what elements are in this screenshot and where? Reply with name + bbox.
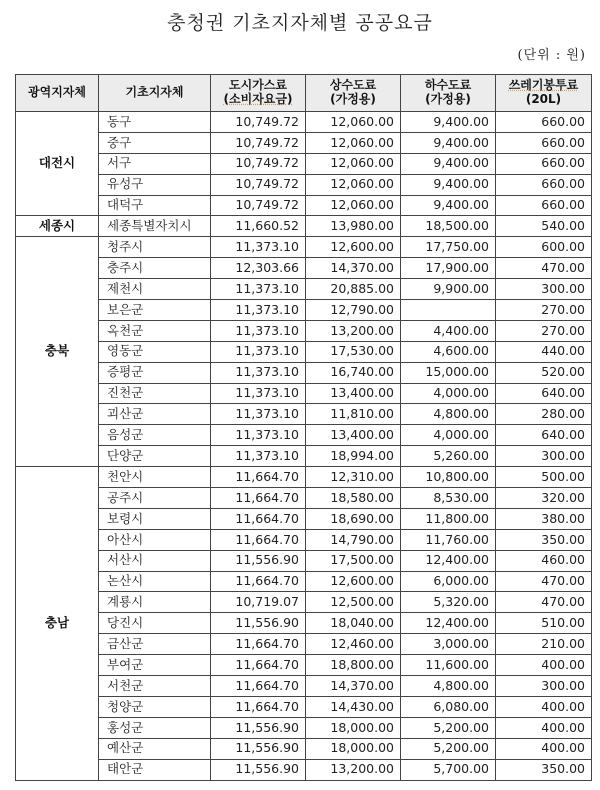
gas-fee-cell: 11,373.10 (211, 362, 306, 383)
table-row (16, 571, 592, 592)
sewage-fee-cell: 9,400.00 (401, 112, 496, 133)
municipality-cell: 계룡시 (99, 592, 211, 613)
sewage-fee-cell: 11,760.00 (401, 529, 496, 550)
table-row (16, 467, 592, 488)
sewage-fee-cell: 4,000.00 (401, 425, 496, 446)
gas-fee-cell: 11,556.90 (211, 613, 306, 634)
gas-fee-cell: 11,556.90 (211, 717, 306, 738)
gas-fee-cell: 11,664.70 (211, 696, 306, 717)
table-row (16, 362, 592, 383)
water-fee-cell: 12,060.00 (306, 112, 401, 133)
gas-fee-cell: 11,373.10 (211, 446, 306, 467)
trash-bag-fee-cell: 640.00 (496, 383, 592, 404)
region-cell: 충남 (16, 467, 99, 780)
trash-bag-fee-cell: 540.00 (496, 216, 592, 237)
table-row (16, 300, 592, 321)
trash-bag-fee-cell: 520.00 (496, 362, 592, 383)
table-row (16, 613, 592, 634)
municipality-cell: 아산시 (99, 529, 211, 550)
table-row (16, 279, 592, 300)
table-row (16, 738, 592, 759)
sewage-fee-cell: 17,900.00 (401, 258, 496, 279)
table-row (16, 320, 592, 341)
gas-fee-cell: 12,303.66 (211, 258, 306, 279)
table-row (16, 655, 592, 676)
water-fee-cell: 12,060.00 (306, 174, 401, 195)
gas-fee-cell: 11,556.90 (211, 550, 306, 571)
water-fee-cell: 18,000.00 (306, 738, 401, 759)
table-row (16, 153, 592, 174)
municipality-cell: 금산군 (99, 634, 211, 655)
sewage-fee-cell: 9,400.00 (401, 153, 496, 174)
water-fee-cell: 17,500.00 (306, 550, 401, 571)
trash-bag-fee-cell: 460.00 (496, 550, 592, 571)
sewage-fee-cell: 4,600.00 (401, 341, 496, 362)
document-title: 충청권 기초지자체별 공공요금 (167, 12, 433, 34)
municipality-cell: 예산군 (99, 738, 211, 759)
gas-fee-cell: 11,664.70 (211, 676, 306, 697)
trash-bag-fee-cell: 640.00 (496, 425, 592, 446)
unit-note: (단위 : 원) (517, 48, 586, 63)
water-fee-cell: 12,460.00 (306, 634, 401, 655)
gas-fee-cell: 10,719.07 (211, 592, 306, 613)
table-row (16, 508, 592, 529)
trash-bag-fee-cell: 320.00 (496, 488, 592, 509)
water-fee-cell: 14,370.00 (306, 676, 401, 697)
table-row (16, 446, 592, 467)
table-row (16, 425, 592, 446)
table-row (16, 237, 592, 258)
gas-fee-cell: 11,660.52 (211, 216, 306, 237)
municipality-cell: 보은군 (99, 300, 211, 321)
sewage-fee-cell: 18,500.00 (401, 216, 496, 237)
water-fee-cell: 13,200.00 (306, 759, 401, 780)
water-fee-cell: 12,060.00 (306, 153, 401, 174)
municipality-cell: 유성구 (99, 174, 211, 195)
trash-bag-fee-cell: 500.00 (496, 467, 592, 488)
water-fee-cell: 12,310.00 (306, 467, 401, 488)
table-row (16, 216, 592, 237)
sewage-fee-cell: 6,080.00 (401, 696, 496, 717)
gas-fee-cell: 11,664.70 (211, 571, 306, 592)
water-fee-cell: 14,790.00 (306, 529, 401, 550)
municipality-cell: 공주시 (99, 488, 211, 509)
gas-fee-cell: 11,373.10 (211, 237, 306, 258)
header-gas: 도시가스료 (소비자요금) (211, 75, 306, 112)
region-cell: 세종시 (16, 216, 99, 237)
water-fee-cell: 18,000.00 (306, 717, 401, 738)
trash-bag-fee-cell: 660.00 (496, 112, 592, 133)
gas-fee-cell: 11,664.70 (211, 634, 306, 655)
water-fee-cell: 12,500.00 (306, 592, 401, 613)
sewage-fee-cell: 17,750.00 (401, 237, 496, 258)
trash-bag-fee-cell: 210.00 (496, 634, 592, 655)
gas-fee-cell: 10,749.72 (211, 195, 306, 216)
gas-fee-cell: 10,749.72 (211, 153, 306, 174)
water-fee-cell: 18,994.00 (306, 446, 401, 467)
municipality-cell: 제천시 (99, 279, 211, 300)
table-row (16, 404, 592, 425)
gas-fee-cell: 11,664.70 (211, 529, 306, 550)
water-fee-cell: 12,600.00 (306, 571, 401, 592)
municipality-cell: 서구 (99, 153, 211, 174)
municipality-cell: 대덕구 (99, 195, 211, 216)
gas-fee-cell: 11,373.10 (211, 341, 306, 362)
water-fee-cell: 18,690.00 (306, 508, 401, 529)
trash-bag-fee-cell: 440.00 (496, 341, 592, 362)
water-fee-cell: 18,580.00 (306, 488, 401, 509)
table-row (16, 676, 592, 697)
municipality-cell: 청주시 (99, 237, 211, 258)
municipality-cell: 보령시 (99, 508, 211, 529)
municipality-cell: 충주시 (99, 258, 211, 279)
header-sewage: 하수도료 (가정용) (401, 75, 496, 112)
gas-fee-cell: 11,556.90 (211, 738, 306, 759)
municipality-cell: 동구 (99, 112, 211, 133)
sewage-fee-cell: 8,530.00 (401, 488, 496, 509)
trash-bag-fee-cell: 300.00 (496, 446, 592, 467)
water-fee-cell: 12,060.00 (306, 132, 401, 153)
table-row (16, 592, 592, 613)
table-row (16, 383, 592, 404)
table-row (16, 195, 592, 216)
sewage-fee-cell: 11,600.00 (401, 655, 496, 676)
gas-fee-cell: 10,749.72 (211, 174, 306, 195)
sewage-fee-cell (401, 300, 496, 321)
trash-bag-fee-cell: 270.00 (496, 300, 592, 321)
sewage-fee-cell: 5,200.00 (401, 717, 496, 738)
sewage-fee-cell: 4,400.00 (401, 320, 496, 341)
trash-bag-fee-cell: 510.00 (496, 613, 592, 634)
table-row (16, 258, 592, 279)
gas-fee-cell: 11,373.10 (211, 425, 306, 446)
gas-fee-cell: 11,373.10 (211, 279, 306, 300)
sewage-fee-cell: 5,260.00 (401, 446, 496, 467)
water-fee-cell: 18,800.00 (306, 655, 401, 676)
municipality-cell: 부여군 (99, 655, 211, 676)
municipality-cell: 서천군 (99, 676, 211, 697)
trash-bag-fee-cell: 660.00 (496, 132, 592, 153)
municipality-cell: 영동군 (99, 341, 211, 362)
sewage-fee-cell: 5,700.00 (401, 759, 496, 780)
municipality-cell: 논산시 (99, 571, 211, 592)
table-row (16, 341, 592, 362)
trash-bag-fee-cell: 660.00 (496, 195, 592, 216)
trash-bag-fee-cell: 660.00 (496, 153, 592, 174)
municipality-cell: 서산시 (99, 550, 211, 571)
sewage-fee-cell: 5,320.00 (401, 592, 496, 613)
sewage-fee-cell: 4,000.00 (401, 383, 496, 404)
table-row (16, 488, 592, 509)
trash-bag-fee-cell: 350.00 (496, 529, 592, 550)
table-row (16, 550, 592, 571)
trash-bag-fee-cell: 280.00 (496, 404, 592, 425)
sewage-fee-cell: 9,900.00 (401, 279, 496, 300)
water-fee-cell: 14,370.00 (306, 258, 401, 279)
trash-bag-fee-cell: 600.00 (496, 237, 592, 258)
header-region: 광역지자체 (16, 75, 99, 112)
gas-fee-cell: 11,373.10 (211, 383, 306, 404)
sewage-fee-cell: 11,800.00 (401, 508, 496, 529)
water-fee-cell: 18,040.00 (306, 613, 401, 634)
water-fee-cell: 13,400.00 (306, 383, 401, 404)
sewage-fee-cell: 5,200.00 (401, 738, 496, 759)
sewage-fee-cell: 12,400.00 (401, 550, 496, 571)
trash-bag-fee-cell: 270.00 (496, 320, 592, 341)
gas-fee-cell: 11,373.10 (211, 300, 306, 321)
header-row (16, 75, 592, 112)
gas-fee-cell: 10,749.72 (211, 112, 306, 133)
water-fee-cell: 13,400.00 (306, 425, 401, 446)
sewage-fee-cell: 15,000.00 (401, 362, 496, 383)
table-row (16, 696, 592, 717)
trash-bag-fee-cell: 300.00 (496, 676, 592, 697)
gas-fee-cell: 11,373.10 (211, 320, 306, 341)
trash-bag-fee-cell: 470.00 (496, 592, 592, 613)
sewage-fee-cell: 4,800.00 (401, 404, 496, 425)
trash-bag-fee-cell: 400.00 (496, 655, 592, 676)
sewage-fee-cell: 4,800.00 (401, 676, 496, 697)
sewage-fee-cell: 9,400.00 (401, 195, 496, 216)
header-water: 상수도료 (가정용) (306, 75, 401, 112)
gas-fee-cell: 11,664.70 (211, 655, 306, 676)
municipality-cell: 증평군 (99, 362, 211, 383)
sewage-fee-cell: 6,000.00 (401, 571, 496, 592)
table-row (16, 174, 592, 195)
trash-bag-fee-cell: 400.00 (496, 696, 592, 717)
municipality-cell: 괴산군 (99, 404, 211, 425)
water-fee-cell: 12,790.00 (306, 300, 401, 321)
water-fee-cell: 11,810.00 (306, 404, 401, 425)
trash-bag-fee-cell: 380.00 (496, 508, 592, 529)
municipality-cell: 홍성군 (99, 717, 211, 738)
gas-fee-cell: 11,664.70 (211, 508, 306, 529)
water-fee-cell: 13,980.00 (306, 216, 401, 237)
table-row (16, 759, 592, 780)
header-municipality: 기초지자체 (99, 75, 211, 112)
table-row (16, 529, 592, 550)
water-fee-cell: 14,430.00 (306, 696, 401, 717)
municipality-cell: 천안시 (99, 467, 211, 488)
table-row (16, 132, 592, 153)
gas-fee-cell: 11,664.70 (211, 467, 306, 488)
municipality-cell: 당진시 (99, 613, 211, 634)
sewage-fee-cell: 9,400.00 (401, 132, 496, 153)
municipality-cell: 단양군 (99, 446, 211, 467)
sewage-fee-cell: 12,400.00 (401, 613, 496, 634)
municipality-cell: 옥천군 (99, 320, 211, 341)
trash-bag-fee-cell: 470.00 (496, 571, 592, 592)
municipality-cell: 청양군 (99, 696, 211, 717)
gas-fee-cell: 11,664.70 (211, 488, 306, 509)
gas-fee-cell: 11,556.90 (211, 759, 306, 780)
header-trash-bag: 쓰레기봉투료 (20L) (496, 75, 592, 112)
water-fee-cell: 13,200.00 (306, 320, 401, 341)
water-fee-cell: 16,740.00 (306, 362, 401, 383)
trash-bag-fee-cell: 400.00 (496, 717, 592, 738)
table-row (16, 634, 592, 655)
municipality-cell: 태안군 (99, 759, 211, 780)
municipality-cell: 음성군 (99, 425, 211, 446)
trash-bag-fee-cell: 400.00 (496, 738, 592, 759)
region-cell: 충북 (16, 237, 99, 467)
sewage-fee-cell: 9,400.00 (401, 174, 496, 195)
trash-bag-fee-cell: 660.00 (496, 174, 592, 195)
water-fee-cell: 12,600.00 (306, 237, 401, 258)
trash-bag-fee-cell: 300.00 (496, 279, 592, 300)
sewage-fee-cell: 3,000.00 (401, 634, 496, 655)
table-row (16, 717, 592, 738)
public-fees-table (15, 74, 592, 781)
municipality-cell: 중구 (99, 132, 211, 153)
table-row (16, 112, 592, 133)
gas-fee-cell: 10,749.72 (211, 132, 306, 153)
trash-bag-fee-cell: 350.00 (496, 759, 592, 780)
region-cell: 대전시 (16, 112, 99, 216)
sewage-fee-cell: 10,800.00 (401, 467, 496, 488)
municipality-cell: 세종특별자치시 (99, 216, 211, 237)
water-fee-cell: 12,060.00 (306, 195, 401, 216)
table-body (16, 112, 592, 781)
municipality-cell: 진천군 (99, 383, 211, 404)
gas-fee-cell: 11,373.10 (211, 404, 306, 425)
trash-bag-fee-cell: 470.00 (496, 258, 592, 279)
water-fee-cell: 20,885.00 (306, 279, 401, 300)
water-fee-cell: 17,530.00 (306, 341, 401, 362)
